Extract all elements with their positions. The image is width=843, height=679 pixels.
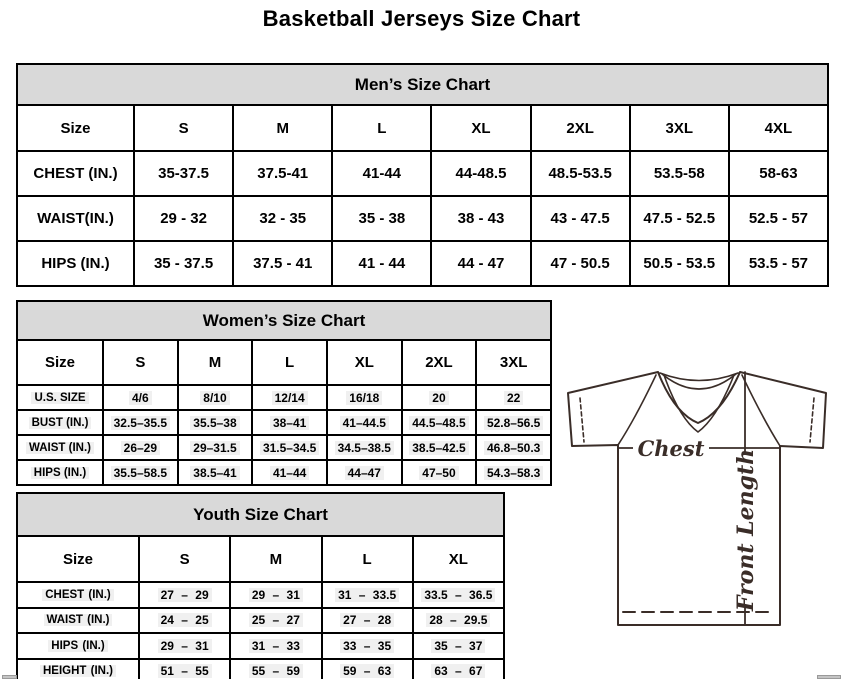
row-label (17, 241, 134, 286)
cell-text: 32.5–35.5 (111, 416, 170, 430)
table-cell (233, 241, 332, 286)
table-cell (413, 659, 504, 679)
cell-text: 38.5–42.5 (409, 441, 468, 455)
table-cell (178, 435, 253, 460)
cell-text: 34.5–38.5 (335, 441, 394, 455)
table-cell (103, 435, 178, 460)
cell-text: 53.5 - 57 (748, 255, 809, 272)
cell-text: 38.5–41 (190, 466, 239, 480)
cell-text: 16/18 (346, 391, 382, 405)
cell-text: 32 - 35 (259, 210, 307, 227)
table-cell (103, 385, 178, 410)
cell-text: 24 – 25 (158, 613, 212, 627)
table-cell (322, 608, 413, 634)
table-cell (233, 151, 332, 196)
cell-text: 29 – 31 (158, 639, 212, 653)
table-cell (332, 241, 431, 286)
cell-text: 55 – 59 (249, 664, 303, 678)
cell-text: 33.5 – 36.5 (421, 588, 495, 602)
cell-text: 29–31.5 (190, 441, 239, 455)
table-cell (322, 582, 413, 608)
table-row (17, 659, 504, 679)
table-cell (431, 196, 530, 241)
table-cell (230, 582, 321, 608)
table-row (17, 608, 504, 634)
table-cell (230, 633, 321, 659)
cell-text: 20 (429, 391, 448, 405)
cell-text: 44–47 (345, 466, 384, 480)
row-label (17, 659, 139, 679)
table-cell (402, 410, 477, 435)
cell-text: 27 – 29 (158, 588, 212, 602)
table-cell (476, 385, 551, 410)
table-row (17, 385, 551, 410)
page-title: Basketball Jerseys Size Chart (262, 6, 581, 31)
header-row (17, 536, 504, 582)
table-cell (402, 385, 477, 410)
scrollbar-fragment-right (817, 675, 841, 679)
jersey-measurement-diagram (557, 361, 841, 631)
column-header: S (139, 536, 230, 582)
cell-text: 35.5–58.5 (111, 466, 170, 480)
jersey-outline (568, 372, 826, 625)
cell-text: 35 - 38 (358, 210, 406, 227)
table-cell (139, 582, 230, 608)
cell-text: 22 (504, 391, 523, 405)
cell-text: WAIST (IN.) (26, 442, 94, 454)
cell-text: HIPS (IN.) (31, 467, 89, 479)
column-header: M (230, 536, 321, 582)
table-cell (178, 385, 253, 410)
table-row (17, 460, 551, 485)
cell-text: 28 – 29.5 (426, 613, 490, 627)
cell-text: 35 - 37.5 (153, 255, 214, 272)
column-header: L (322, 536, 413, 582)
column-header: XL (431, 105, 530, 151)
row-label (17, 385, 103, 410)
cell-text: WAIST(IN.) (37, 210, 114, 227)
table-cell (252, 410, 327, 435)
column-header: 4XL (729, 105, 828, 151)
cell-text: U.S. SIZE (31, 392, 88, 404)
cell-text: 29 - 32 (160, 210, 207, 227)
cell-text: 51 – 55 (158, 664, 212, 678)
table-cell (729, 241, 828, 286)
column-header: 3XL (630, 105, 729, 151)
table-cell (139, 608, 230, 634)
cell-text: 35-37.5 (158, 165, 209, 182)
cell-text: 4/6 (129, 391, 152, 405)
table-cell (134, 196, 233, 241)
cell-text: CHEST (IN.) (33, 165, 118, 182)
cell-text: 47 - 50.5 (550, 255, 610, 272)
table-title: Women’s Size Chart (17, 301, 551, 340)
table-cell (476, 435, 551, 460)
cell-text: 35 – 37 (431, 639, 485, 653)
table-cell (332, 196, 431, 241)
cell-text: 52.5 - 57 (748, 210, 809, 227)
table-title: Men’s Size Chart (17, 64, 828, 105)
cell-text: 33 – 35 (340, 639, 394, 653)
cell-text: 38 - 43 (457, 210, 505, 227)
column-header: L (332, 105, 431, 151)
header-row (17, 340, 551, 385)
row-label (17, 460, 103, 485)
table-cell (230, 659, 321, 679)
table-cell (134, 151, 233, 196)
header-row (17, 105, 828, 151)
row-label (17, 608, 139, 634)
cell-text: CHEST (IN.) (42, 589, 114, 601)
table-row (17, 241, 828, 286)
column-header: Size (17, 536, 139, 582)
column-header: M (178, 340, 253, 385)
cell-text: 41–44.5 (340, 416, 389, 430)
cell-text: 50.5 - 53.5 (643, 255, 716, 272)
table-row (17, 435, 551, 460)
table-title: Youth Size Chart (17, 493, 504, 536)
table-cell (402, 435, 477, 460)
table-row (17, 582, 504, 608)
table-cell (531, 151, 630, 196)
table-cell (178, 410, 253, 435)
row-label (17, 582, 139, 608)
cell-text: 44.5–48.5 (409, 416, 468, 430)
table-cell (252, 460, 327, 485)
table-cell (134, 241, 233, 286)
cell-text: 54.3–58.3 (484, 466, 543, 480)
table-cell (729, 151, 828, 196)
cell-text: 47.5 - 52.5 (643, 210, 716, 227)
table-cell (322, 659, 413, 679)
column-header: L (252, 340, 327, 385)
table-cell (431, 151, 530, 196)
cell-text: 48.5-53.5 (548, 165, 612, 182)
table-cell (476, 410, 551, 435)
cell-text: 31 – 33.5 (335, 588, 399, 602)
table-cell (327, 460, 402, 485)
table-cell (322, 633, 413, 659)
table-cell (476, 460, 551, 485)
table-row (17, 151, 828, 196)
table-cell (103, 460, 178, 485)
cell-text: 41 - 44 (358, 255, 406, 272)
cell-text: 37.5 - 41 (253, 255, 313, 272)
table-cell (413, 633, 504, 659)
cell-text: 29 – 31 (249, 588, 303, 602)
cell-text: 12/14 (272, 391, 308, 405)
cell-text: 38–41 (270, 416, 309, 430)
cell-text: 58-63 (759, 165, 798, 182)
table-cell (431, 241, 530, 286)
cell-text: HIPS (IN.) (41, 255, 110, 272)
cell-text: 35.5–38 (190, 416, 239, 430)
table-cell (327, 385, 402, 410)
cell-text: WAIST (IN.) (44, 614, 113, 626)
row-label (17, 633, 139, 659)
column-header: S (103, 340, 178, 385)
cell-text: 47–50 (419, 466, 458, 480)
table-cell (252, 435, 327, 460)
row-label (17, 410, 103, 435)
front-length-label: Front Length (733, 448, 759, 612)
mens-size-table (16, 63, 829, 287)
table-cell (178, 460, 253, 485)
cell-text: 31.5–34.5 (260, 441, 319, 455)
table-cell (139, 633, 230, 659)
column-header: 3XL (476, 340, 551, 385)
table-cell (531, 241, 630, 286)
cell-text: 63 – 67 (431, 664, 485, 678)
womens-size-table (16, 300, 552, 486)
cell-text: 8/10 (200, 391, 229, 405)
chest-label: Chest (637, 436, 705, 461)
collar-arc-inner (662, 374, 736, 389)
cell-text: 46.8–50.3 (484, 441, 543, 455)
table-cell (332, 151, 431, 196)
column-header: 2XL (531, 105, 630, 151)
cell-text: BUST (IN.) (29, 417, 92, 429)
column-header: 2XL (402, 340, 477, 385)
cell-text: HIPS (IN.) (48, 640, 107, 652)
table-cell (413, 582, 504, 608)
table-cell (729, 196, 828, 241)
cell-text: 31 – 33 (249, 639, 303, 653)
table-cell (252, 385, 327, 410)
youth-size-table (16, 492, 505, 679)
table-cell (230, 608, 321, 634)
cell-text: 25 – 27 (249, 613, 303, 627)
cell-text: 53.5-58 (653, 165, 705, 182)
column-header: Size (17, 340, 103, 385)
scrollbar-fragment-left (2, 675, 17, 679)
cell-text: 37.5-41 (257, 165, 309, 182)
table-row (17, 196, 828, 241)
cell-text: 52.8–56.5 (484, 416, 543, 430)
table-cell (327, 435, 402, 460)
table-cell (327, 410, 402, 435)
table-cell (630, 196, 729, 241)
table-cell (630, 151, 729, 196)
cell-text: 27 – 28 (340, 613, 394, 627)
cell-text: 41-44 (362, 165, 402, 182)
table-row (17, 410, 551, 435)
cell-text: 59 – 63 (340, 664, 394, 678)
cell-text: 43 - 47.5 (550, 210, 610, 227)
column-header: M (233, 105, 332, 151)
table-cell (233, 196, 332, 241)
table-row (17, 633, 504, 659)
cell-text: 26–29 (121, 441, 160, 455)
table-cell (103, 410, 178, 435)
cell-text: 44 - 47 (457, 255, 505, 272)
row-label (17, 435, 103, 460)
cell-text: 44-48.5 (455, 165, 507, 182)
table-cell (413, 608, 504, 634)
column-header: XL (413, 536, 504, 582)
collar-arc-outer (660, 373, 738, 381)
table-cell (630, 241, 729, 286)
cell-text: HEIGHT (IN.) (40, 665, 116, 677)
table-cell (531, 196, 630, 241)
column-header: S (134, 105, 233, 151)
table-cell (402, 460, 477, 485)
row-label (17, 151, 134, 196)
column-header: Size (17, 105, 134, 151)
row-label (17, 196, 134, 241)
table-cell (139, 659, 230, 679)
cell-text: 41–44 (270, 466, 309, 480)
column-header: XL (327, 340, 402, 385)
